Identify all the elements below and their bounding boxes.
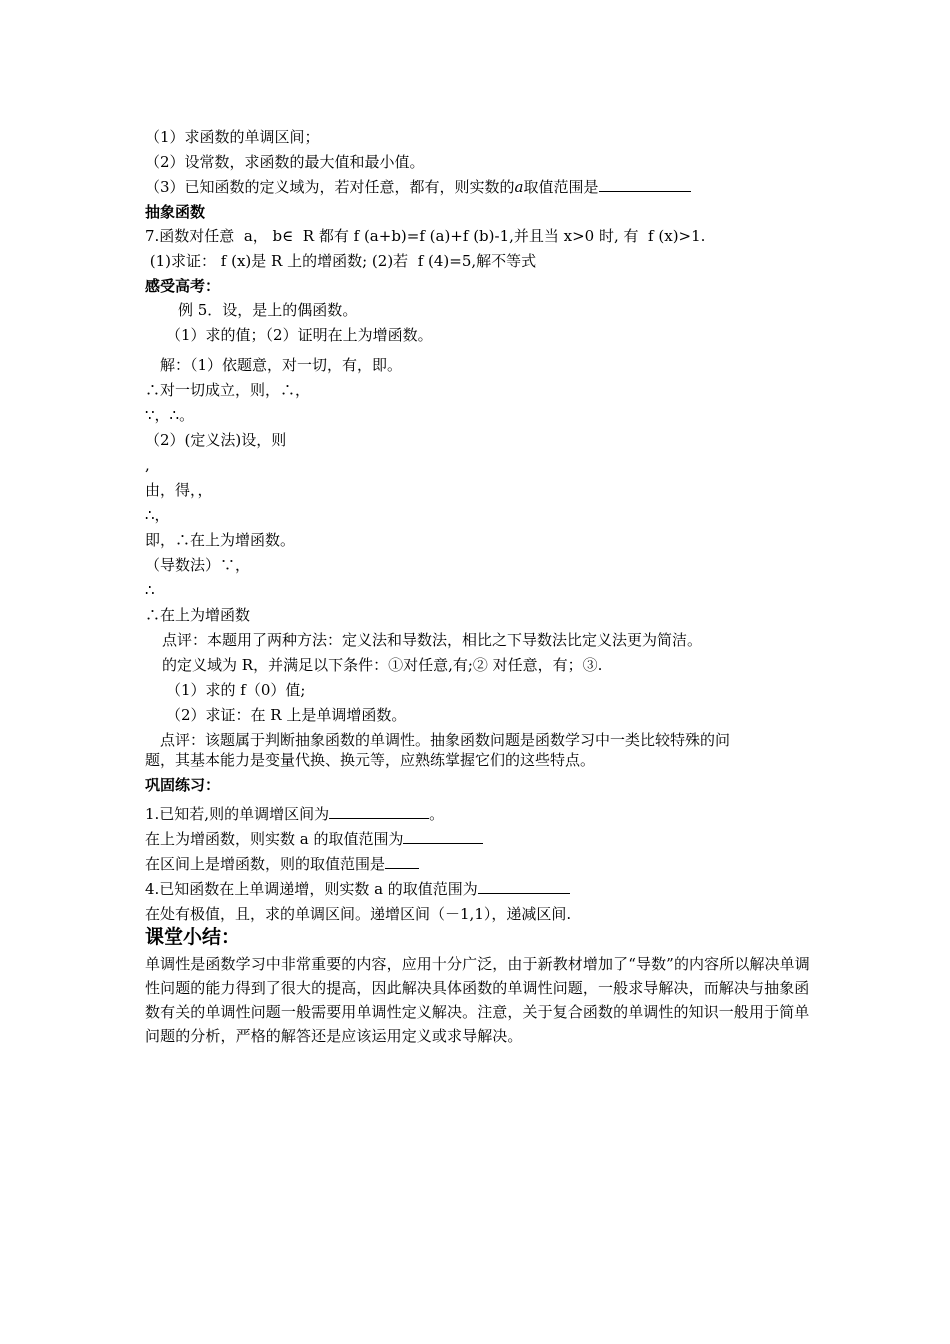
- summary-paragraph: 单调性是函数学习中非常重要的内容，应用十分广泛，由于新教材增加了“导数”的内容所以解决单调性问题的能力得到了很大的提高，因此解决具体函数的单调性问题，一般求导解决，而解决与抽象函数有关的单调性问题一般需要用单调性定义解决。注意，关于复合函数的单调性的知识一般用于简单问题的分析，严格的解答还是应该运用定义或求导解决。: [145, 955, 810, 1045]
- answer-blank: [599, 177, 691, 192]
- question-7: 7.函数对任意 a， b∈ R 都有 f (a+b)=f (a)+f (b)-1,并且当 x>0 时, 有 f (x)>1.: [145, 227, 706, 245]
- answer-blank: [329, 804, 429, 819]
- solution-line-3: ∵，∴。: [145, 406, 195, 424]
- comment-2-line-1: 点评：该题属于判断抽象函数的单调性。抽象函数问题是函数学习中一类比较特殊的问: [160, 731, 731, 749]
- practice-2-text: 在上为增函数，则实数 a 的取值范围为: [145, 830, 404, 848]
- answer-blank: [385, 854, 419, 869]
- answer-blank: [478, 879, 570, 894]
- practice-4-text: 4.已知函数在上单调递增，则实数 a 的取值范围为: [145, 880, 478, 898]
- comment-1: 点评：本题用了两种方法：定义法和导数法，相比之下导数法比定义法更为简洁。: [162, 631, 703, 649]
- solution-line-4: （2）(定义法)设，则: [145, 431, 287, 449]
- problem-8-part-1: （1）求的 f（0）值;: [166, 681, 306, 699]
- question-part-3-tail: 取值范围是: [523, 178, 599, 196]
- solution-line-8: 即，∴在上为增函数。: [145, 531, 296, 549]
- practice-4: [145, 878, 570, 900]
- practice-3-text: 在区间上是增函数，则的取值范围是: [145, 855, 386, 873]
- example-5-questions: （1）求的值；（2）证明在上为增函数。: [166, 326, 433, 344]
- question-7-parts: (1)求证： f (x)是 R 上的增函数; (2)若 f (4)=5,解不等式: [145, 252, 537, 270]
- example-5: 例 5．设，是上的偶函数。: [178, 301, 358, 319]
- solution-line-7: ∴，: [145, 506, 170, 524]
- practice-3: [145, 853, 419, 875]
- practice-1-end: 。: [429, 805, 445, 823]
- solution-line-2: ∴对一切成立，则，∴，: [145, 381, 311, 399]
- question-part-1: （1）求函数的单调区间；: [145, 128, 320, 146]
- practice-1-text: 1.已知若,则的单调增区间为: [145, 805, 330, 823]
- section-heading-gaokao: 感受高考：: [145, 277, 221, 295]
- practice-2: [145, 828, 483, 850]
- question-part-3-var: a: [514, 178, 524, 196]
- comment-2-line-2: 题，其基本能力是变量代换、换元等，应熟练掌握它们的这些特点。: [145, 751, 596, 769]
- solution-line-5: ,: [145, 456, 150, 474]
- section-heading-summary: 课堂小结：: [145, 926, 241, 948]
- practice-1: [145, 803, 444, 825]
- section-heading-practice: 巩固练习：: [145, 776, 221, 794]
- answer-blank: [403, 829, 483, 844]
- practice-5: 在处有极值，且，求的单调区间。递增区间（－1,1），递减区间.: [145, 905, 572, 923]
- question-part-3: [145, 176, 691, 198]
- question-part-2: （2）设常数，求函数的最大值和最小值。: [145, 153, 425, 171]
- problem-8: 的定义域为 R，并满足以下条件：①对任意,有;② 对任意，有；③.: [162, 656, 603, 674]
- solution-line-11: ∴在上为增函数: [145, 606, 251, 624]
- section-heading-abstract: 抽象函数: [145, 203, 206, 221]
- question-part-3-text: （3）已知函数的定义域为，若对任意，都有，则实数的: [145, 178, 515, 196]
- solution-line-9: （导数法）∵，: [145, 556, 251, 574]
- solution-line-1: 解：（1）依题意，对一切，有，即。: [160, 356, 403, 374]
- solution-line-10: ∴: [145, 581, 155, 599]
- problem-8-part-2: （2）求证：在 R 上是单调增函数。: [166, 706, 407, 724]
- solution-line-6: 由，得，，: [145, 481, 213, 499]
